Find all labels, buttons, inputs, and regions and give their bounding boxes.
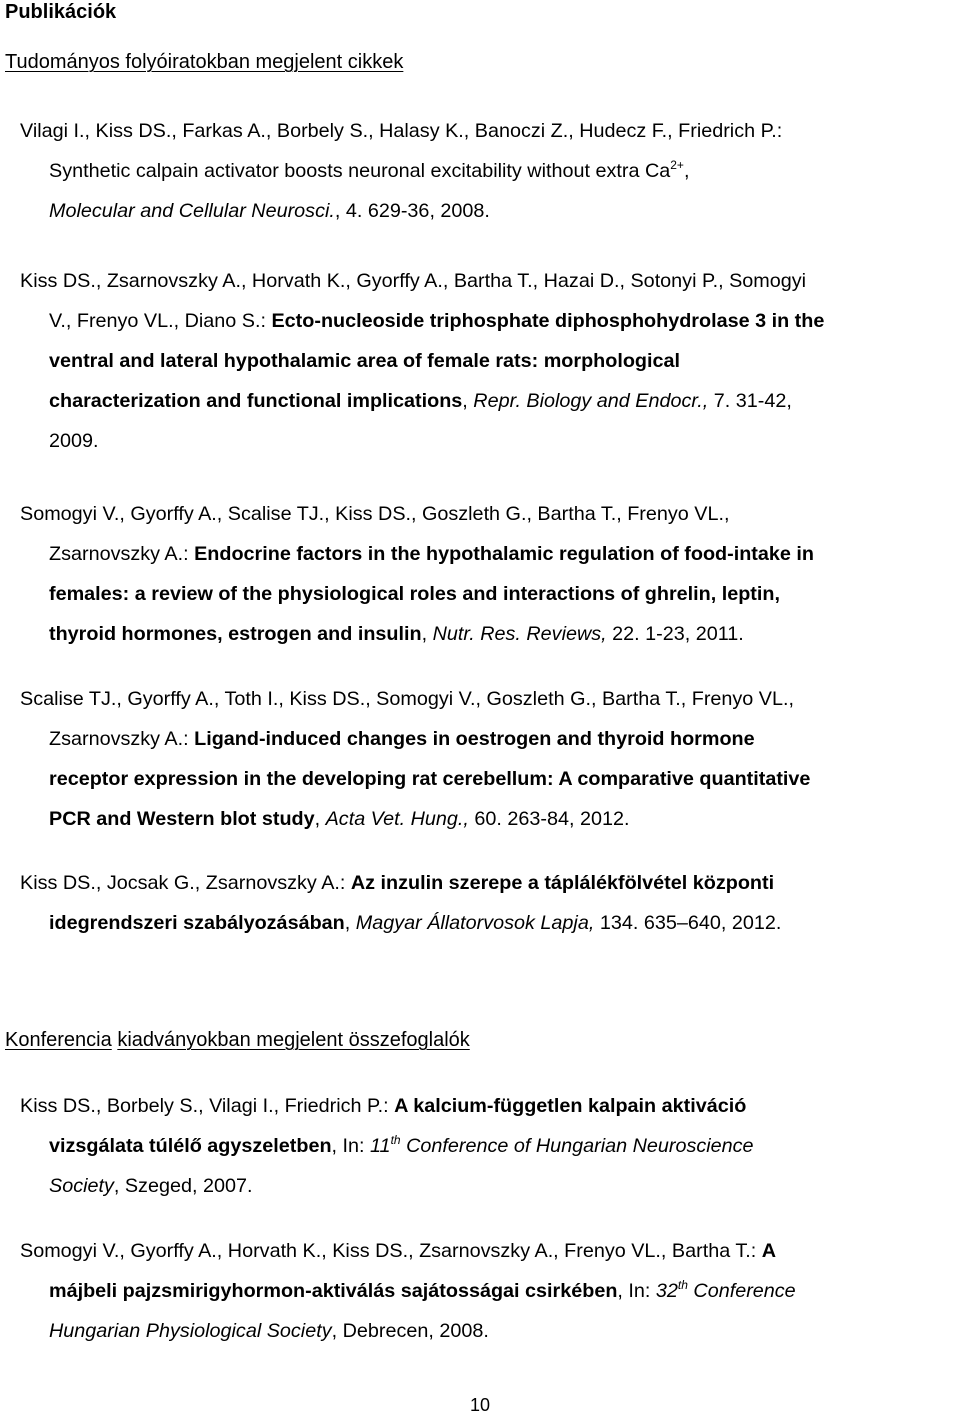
journal-name-text: Molecular and Cellular Neurosci.: [49, 200, 335, 222]
entry-line: [20, 1086, 960, 1126]
citation-text: Zsarnovszky A.:: [49, 543, 195, 565]
superscript-text: th: [390, 1133, 401, 1147]
citation-text: 22. 1-23, 2011.: [606, 623, 744, 645]
entry-line: [20, 1126, 960, 1166]
publication-entry: [20, 111, 960, 231]
citation-text: , 4. 629-36, 2008.: [334, 200, 490, 222]
entry-line: [20, 381, 960, 421]
entry-line: [20, 903, 960, 943]
entry-line: [20, 151, 960, 191]
citation-text: Vilagi I., Kiss DS., Farkas A., Borbely S., Halasy K., Banoczi Z., Hudecz F., Friedrich P.:: [20, 120, 783, 142]
publication-entry: [20, 261, 960, 461]
entry-line: [20, 1231, 960, 1271]
article-title-text: receptor expression in the developing rat cerebellum: A comparative quantitative: [49, 768, 811, 790]
journal-name-text: Repr. Biology and Endocr.,: [473, 390, 709, 412]
citation-text: Kiss DS., Zsarnovszky A., Horvath K., Gyorffy A., Bartha T., Hazai D., Sotonyi P., Somogyi: [20, 270, 807, 292]
entry-line: [20, 719, 960, 759]
citation-text: , Debrecen, 2008.: [331, 1320, 489, 1342]
article-title-text: vizsgálata túlélő agyszeletben: [49, 1135, 332, 1157]
section-heading-text-part: kiadványokban megjelent összefoglalók: [117, 1029, 470, 1051]
entry-line: [20, 111, 960, 151]
article-title-text: females: a review of the physiological roles and interactions of ghrelin, leptin,: [49, 583, 780, 605]
journal-name-text: Magyar Állatorvosok Lapja,: [355, 912, 595, 934]
entry-line: [20, 574, 960, 614]
article-title-text: A kalcium-független kalpain aktiváció: [394, 1095, 747, 1117]
citation-text: 60. 263-84, 2012.: [468, 808, 630, 830]
entry-line: [20, 261, 960, 301]
entry-line: [20, 494, 960, 534]
citation-text: Somogyi V., Gyorffy A., Scalise TJ., Kiss DS., Goszleth G., Bartha T., Frenyo VL.,: [20, 503, 730, 525]
entry-line: [20, 341, 960, 381]
journal-name-text: Acta Vet. Hung.,: [325, 808, 469, 830]
citation-text: ,: [462, 390, 474, 412]
citation-text: Kiss DS., Jocsak G., Zsarnovszky A.:: [20, 872, 351, 894]
journal-name-text: 11: [370, 1135, 391, 1157]
section-heading-journal-articles: [5, 50, 403, 74]
citation-text: Scalise TJ., Gyorffy A., Toth I., Kiss DS., Somogyi V., Goszleth G., Bartha T., Frenyo VL.,: [20, 688, 794, 710]
publication-entry: [20, 1231, 960, 1351]
entry-line: [20, 1311, 960, 1351]
citation-text: V., Frenyo VL., Diano S.:: [49, 310, 272, 332]
citation-text: , In:: [617, 1280, 656, 1302]
superscript-text: th: [677, 1278, 688, 1292]
citation-text: Kiss DS., Borbely S., Vilagi I., Friedrich P.:: [20, 1095, 395, 1117]
citation-text: Zsarnovszky A.:: [49, 728, 195, 750]
citation-text: ,: [683, 160, 690, 182]
journal-name-text: Society: [49, 1175, 114, 1197]
entry-line: [20, 759, 960, 799]
journal-name-text: Conference: [687, 1280, 796, 1302]
citation-text: ,: [421, 623, 433, 645]
article-title-text: A: [761, 1240, 777, 1262]
article-title-text: idegrendszeri szabályozásában: [49, 912, 345, 934]
entry-line: [20, 191, 960, 231]
journal-name-text: 32: [655, 1280, 678, 1302]
publication-entry: [20, 863, 960, 943]
article-title-text: Az inzulin szerepe a táplálékfölvétel központi: [350, 872, 775, 894]
section-heading-conference-abstracts: [5, 1028, 470, 1052]
citation-text: ,: [314, 808, 326, 830]
citation-text: 7. 31-42,: [708, 390, 792, 412]
page-title: Publikációk: [5, 1, 117, 23]
article-title-text: thyroid hormones, estrogen and insulin: [49, 623, 422, 645]
article-title-text: májbeli pajzsmirigyhormon-aktiválás sajátosságai csirkében: [49, 1280, 618, 1302]
section-heading-text: Tudományos folyóiratokban megjelent cikkek: [5, 51, 404, 73]
entry-line: [20, 863, 960, 903]
citation-text: , In:: [331, 1135, 371, 1157]
journal-name-text: Nutr. Res. Reviews,: [432, 623, 607, 645]
citation-text: Synthetic calpain activator boosts neuronal excitability without extra Ca: [49, 160, 671, 182]
citation-text: 2009.: [49, 430, 99, 452]
entry-line: [20, 301, 960, 341]
article-title-text: characterization and functional implications: [49, 390, 463, 412]
journal-name-text: Conference of Hungarian Neuroscience: [400, 1135, 754, 1157]
article-title-text: PCR and Western blot study: [49, 808, 315, 830]
citation-text: Somogyi V., Gyorffy A., Horvath K., Kiss DS., Zsarnovszky A., Frenyo VL., Bartha T.:: [20, 1240, 762, 1262]
citation-text: ,: [344, 912, 356, 934]
superscript-text: 2+: [670, 158, 684, 172]
entry-line: [20, 1271, 960, 1311]
publication-entry: [20, 679, 960, 839]
page-number: 10: [469, 1395, 491, 1415]
entry-line: [20, 1166, 960, 1206]
publication-entry: [20, 1086, 960, 1206]
section-heading-text-part: Konferencia: [5, 1029, 112, 1051]
article-title-text: Ecto-nucleoside triphosphate diphosphohydrolase 3 in the: [271, 310, 825, 332]
citation-text: , Szeged, 2007.: [113, 1175, 253, 1197]
citation-text: 134. 635–640, 2012.: [594, 912, 782, 934]
publication-entry: [20, 494, 960, 654]
entry-line: [20, 614, 960, 654]
article-title-text: Ligand-induced changes in oestrogen and thyroid hormone: [194, 728, 755, 750]
entry-line: [20, 679, 960, 719]
article-title-text: ventral and lateral hypothalamic area of female rats: morphological: [49, 350, 680, 372]
journal-name-text: Hungarian Physiological Society: [49, 1320, 332, 1342]
entry-line: [20, 799, 960, 839]
entry-line: [20, 421, 960, 461]
article-title-text: Endocrine factors in the hypothalamic regulation of food-intake in: [194, 543, 814, 565]
entry-line: [20, 534, 960, 574]
